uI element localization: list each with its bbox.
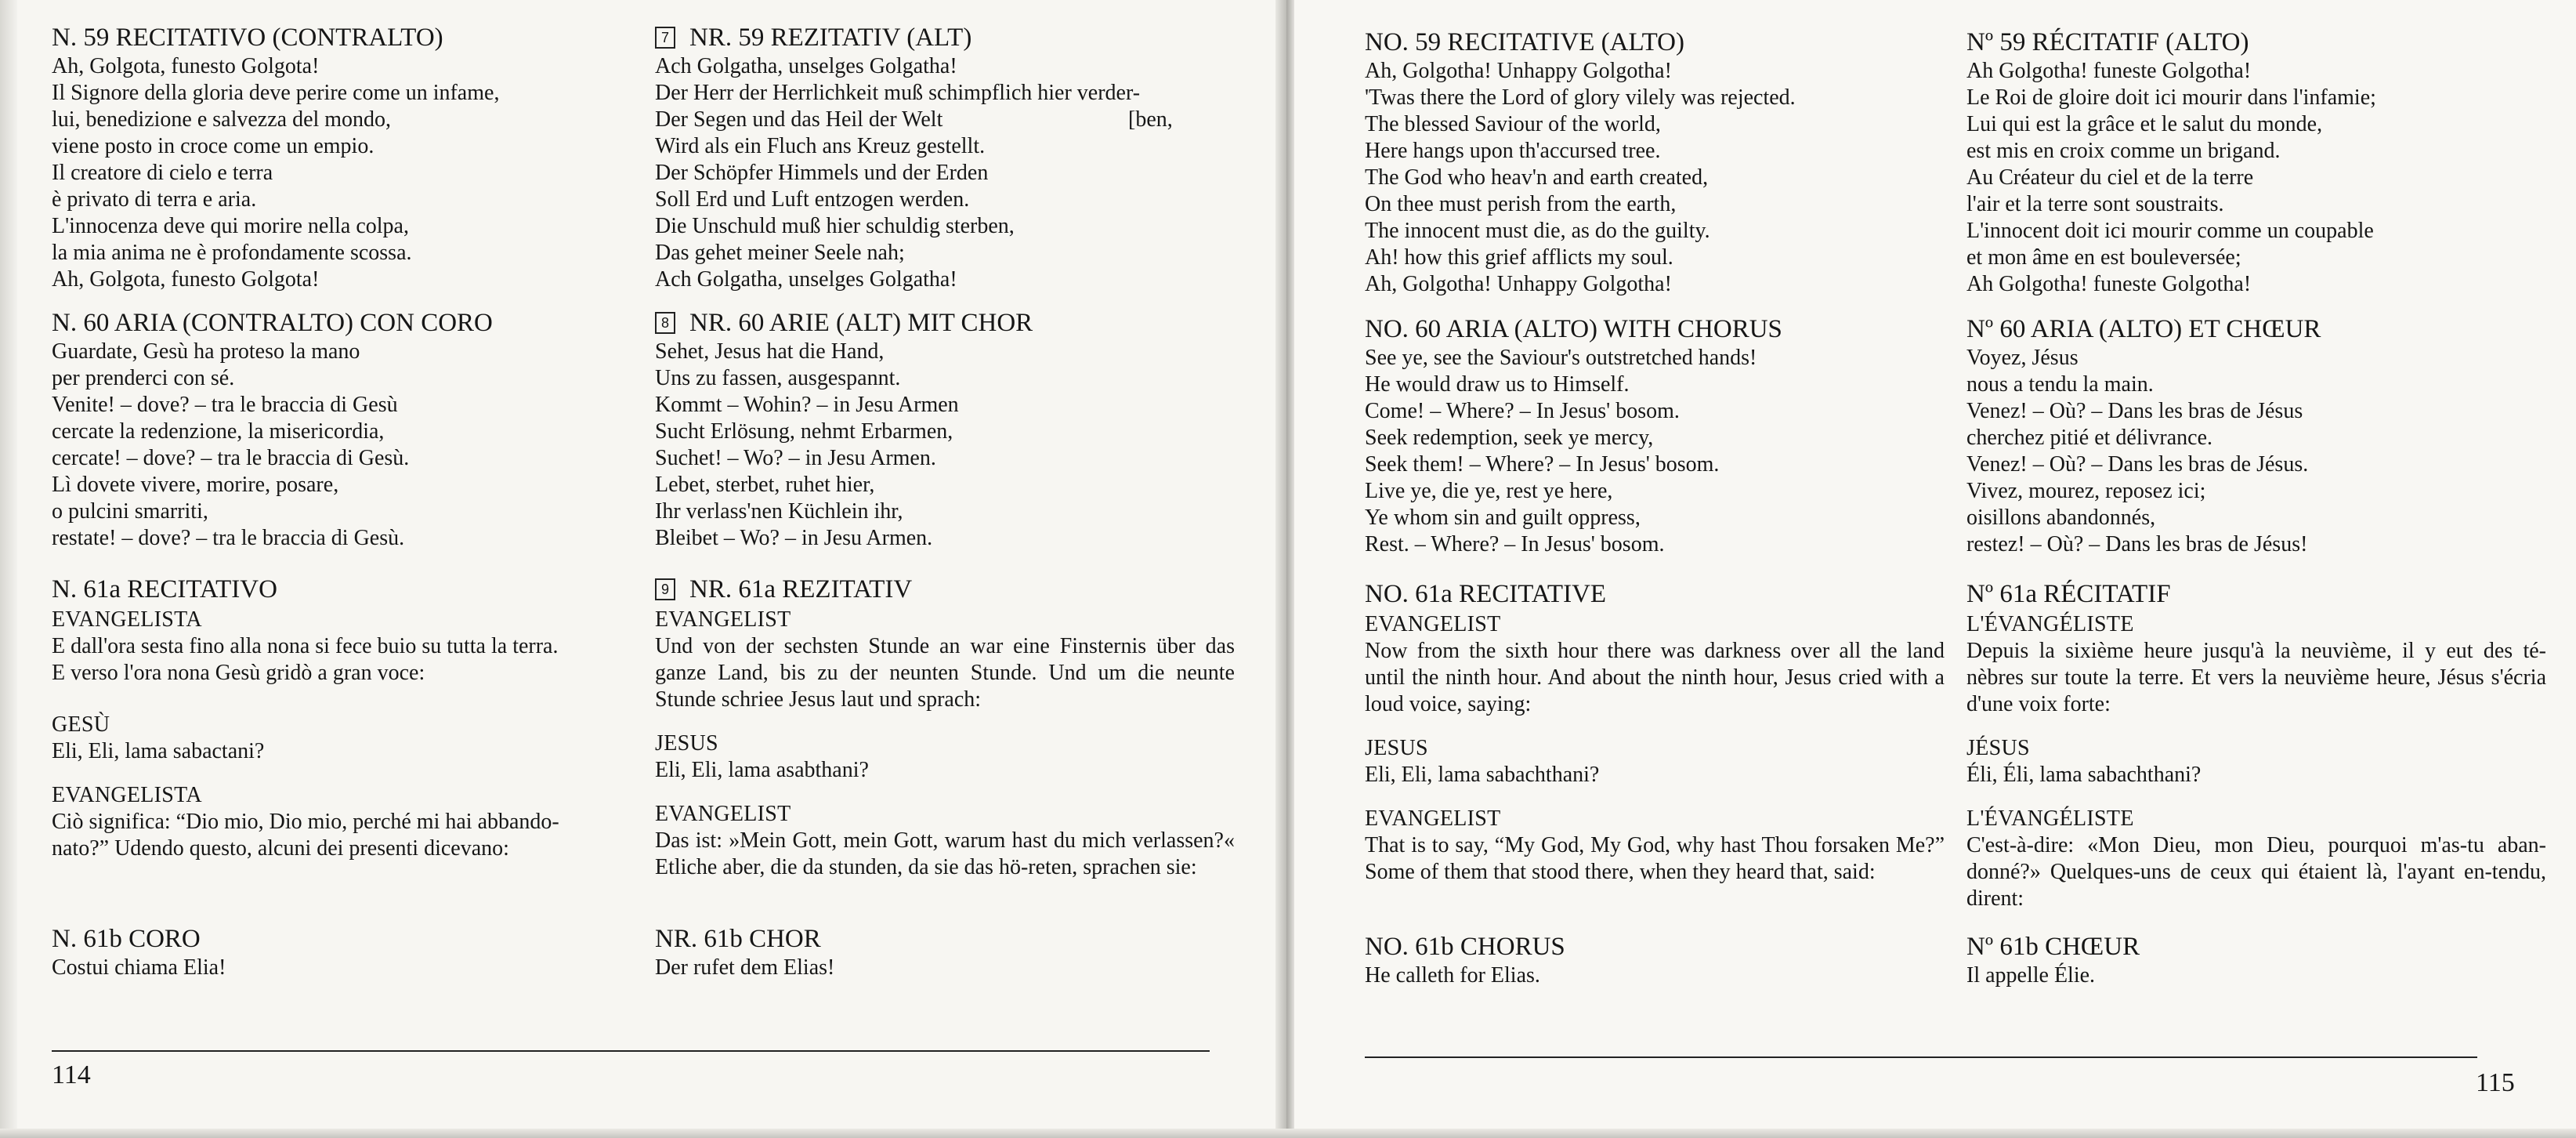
lyric-line: est mis en croix comme un brigand.	[1966, 139, 2281, 163]
text-paragraph: Depuis la sixième heure jusqu'à la neuvième, il y eut des té-nèbres sur toute la terre. Et vers la neuvième heure, Jésus s'écria d'une voix forte:	[1966, 639, 2546, 716]
lyric-line: Il Signore della gloria deve perire come un infame,	[52, 81, 500, 105]
speaker-label: GESÙ	[52, 712, 110, 737]
lyric-line: Voyez, Jésus	[1966, 346, 2079, 370]
lyric-line: Das gehet meiner Seele nah;	[655, 241, 905, 265]
lyric-line: Il creatore di cielo e terra	[52, 161, 273, 185]
lyric-line: Ah Golgotha! funeste Golgotha!	[1966, 59, 2252, 83]
footer-rule	[1365, 1056, 2477, 1058]
lyric-line: He would draw us to Himself.	[1365, 372, 1630, 397]
lyric-line: restez! – Où? – Dans les bras de Jésus!	[1966, 532, 2308, 556]
lyric-line: Guardate, Gesù ha proteso la mano	[52, 339, 360, 364]
speaker-label: L'ÉVANGÉLISTE	[1966, 612, 2134, 636]
english-no61a	[1365, 578, 1945, 886]
section-heading: N. 59 RECITATIVO (CONTRALTO)	[52, 24, 443, 52]
lyric-line: Lebet, sterbet, ruhet hier,	[655, 473, 875, 497]
section-heading: Nº 61a RÉCITATIF	[1966, 580, 2171, 608]
lyric-line: Kommt – Wohin? – in Jesu Armen	[655, 393, 959, 417]
track-number-box: 8	[655, 312, 675, 334]
lyric-line: L'innocenza deve qui morire nella colpa,	[52, 214, 409, 238]
spine-shadow	[1286, 0, 1294, 1138]
lyric-line: è privato di terra e aria.	[52, 187, 257, 212]
text-line: E verso l'ora nona Gesù gridò a gran voce:	[52, 661, 425, 685]
lyric-line: On thee must perish from the earth,	[1365, 192, 1677, 216]
text-paragraph: Now from the sixth hour there was darkness over all the land until the ninth hour. And about the ninth hour, Jesus cried with a loud voice, saying:	[1365, 639, 1945, 716]
lyric-line: Seek them! – Where? – In Jesus' bosom.	[1365, 452, 1720, 477]
german-no61b	[655, 923, 1235, 981]
left-page	[0, 0, 1275, 1138]
lyric-line: The blessed Saviour of the world,	[1365, 112, 1661, 136]
speaker-label: L'ÉVANGÉLISTE	[1966, 806, 2134, 831]
lyric-line: cercate! – dove? – tra le braccia di Gesù.	[52, 446, 410, 470]
section-heading: NR. 61b CHOR	[655, 925, 821, 953]
text-paragraph: Und von der sechsten Stunde an war eine Finsternis über das ganze Land, bis zu der neunten Stunde. Und um die neunte Stunde schriee Jesus laut und sprach:	[655, 634, 1235, 712]
speaker-label: EVANGELIST	[1365, 612, 1501, 636]
lyric-line: Der Herr der Herrlichkeit muß schimpflich hier verder-	[655, 81, 1141, 105]
speaker-label: EVANGELIST	[1365, 806, 1501, 831]
lyric-line: Ach Golgatha, unselges Golgatha!	[655, 54, 957, 78]
english-no60	[1365, 313, 1945, 558]
right-page	[1294, 0, 2576, 1138]
lyric-line: Ihr verlass'nen Küchlein ihr,	[655, 499, 903, 524]
text-line: Eli, Eli, lama sabachthani?	[1365, 763, 1600, 787]
english-no59	[1365, 27, 1945, 298]
lyric-line: Lui qui est la grâce et le salut du monde,	[1966, 112, 2323, 136]
page-number-left: 114	[52, 1060, 91, 1089]
lyric-line: Vivez, mourez, reposez ici;	[1966, 479, 2206, 503]
page-edge-shadow	[0, 1129, 2576, 1138]
english-no61b	[1365, 931, 1945, 989]
section-heading: Nº 60 ARIA (ALTO) ET CHŒUR	[1966, 315, 2321, 343]
lyric-line: Ah, Golgota, funesto Golgota!	[52, 54, 320, 78]
lyric-line: Sucht Erlösung, nehmt Erbarmen,	[655, 419, 953, 444]
lyric-line: Der rufet dem Elias!	[655, 955, 835, 980]
lyric-line: Le Roi de gloire doit ici mourir dans l'infamie;	[1966, 85, 2376, 110]
lyric-line: Wird als ein Fluch ans Kreuz gestellt.	[655, 134, 986, 158]
text-line: Ciò significa: “Dio mio, Dio mio, perché mi hai abbando-	[52, 810, 559, 834]
track-number-box: 9	[655, 578, 675, 600]
speaker-label: JESUS	[1365, 736, 1428, 760]
section-heading-text: NR. 59 REZITATIV (ALT)	[689, 24, 972, 52]
section-heading	[655, 22, 1235, 53]
lyric-line: Ah, Golgota, funesto Golgota!	[52, 267, 320, 292]
german-no60	[655, 307, 1235, 552]
lyric-line: Il appelle Élie.	[1966, 963, 2096, 988]
text-paragraph: That is to say, “My God, My God, why hast Thou forsaken Me?” Some of them that stood there, when they heard that, said:	[1365, 833, 1945, 884]
page-edge-shadow	[0, 0, 17, 1138]
lyric-line: la mia anima ne è profondamente scossa.	[52, 241, 412, 265]
lyric-line: Ye whom sin and guilt oppress,	[1365, 506, 1641, 530]
lyric-line: Here hangs upon th'accursed tree.	[1365, 139, 1661, 163]
speaker-label: EVANGELIST	[655, 607, 791, 632]
speaker-label: JÉSUS	[1966, 736, 2030, 760]
italian-no61b	[52, 923, 631, 981]
lyric-line: 'Twas there the Lord of glory vilely was rejected.	[1365, 85, 1796, 110]
section-heading-text: NR. 60 ARIE (ALT) MIT CHOR	[689, 309, 1033, 337]
section-heading: NO. 61a RECITATIVE	[1365, 580, 1607, 608]
lyric-line: Soll Erd und Luft entzogen werden.	[655, 187, 970, 212]
lyric-line: restate! – dove? – tra le braccia di Gesù.	[52, 526, 405, 550]
line-overflow: [ben,	[1128, 107, 1173, 132]
lyric-line: L'innocent doit ici mourir comme un coupable	[1966, 219, 2374, 243]
german-no59	[655, 22, 1235, 293]
lyric-line: Rest. – Where? – In Jesus' bosom.	[1365, 532, 1665, 556]
speaker-label: EVANGELIST	[655, 802, 791, 826]
lyric-line: Ah, Golgotha! Unhappy Golgotha!	[1365, 272, 1672, 296]
lyric-line: Venez! – Où? – Dans les bras de Jésus.	[1966, 452, 2309, 477]
section-heading: Nº 61b CHŒUR	[1966, 933, 2140, 961]
lyric-line: Au Créateur du ciel et de la terre	[1966, 165, 2254, 190]
lyric-line: l'air et la terre sont soustraits.	[1966, 192, 2224, 216]
lyric-line: cercate la redenzione, la misericordia,	[52, 419, 385, 444]
lyric-line: See ye, see the Saviour's outstretched hands!	[1365, 346, 1757, 370]
lyric-line: Venite! – dove? – tra le braccia di Gesù	[52, 393, 398, 417]
lyric-line: The innocent must die, as do the guilty.	[1365, 219, 1710, 243]
french-no61a	[1966, 578, 2546, 912]
text-line: Éli, Éli, lama sabachthani?	[1966, 763, 2202, 787]
speaker-label: EVANGELISTA	[52, 607, 202, 632]
lyric-line: viene posto in croce come un empio.	[52, 134, 374, 158]
french-no61b	[1966, 931, 2546, 989]
text-line: E dall'ora sesta fino alla nona si fece buio su tutta la terra.	[52, 634, 559, 658]
french-no60	[1966, 313, 2546, 558]
lyric-line: oisillons abandonnés,	[1966, 506, 2156, 530]
lyric-line: et mon âme en est bouleversée;	[1966, 245, 2241, 270]
track-number-box: 7	[655, 27, 675, 49]
spine-shadow	[1275, 0, 1286, 1138]
text-line: Eli, Eli, lama asabthani?	[655, 758, 869, 782]
lyric-line: o pulcini smarriti,	[52, 499, 208, 524]
page-number-right: 115	[2476, 1068, 2515, 1097]
lyric-line: Venez! – Où? – Dans les bras de Jésus	[1966, 399, 2303, 423]
lyric-line: Bleibet – Wo? – in Jesu Armen.	[655, 526, 933, 550]
french-no59	[1966, 27, 2546, 298]
speaker-label: JESUS	[655, 731, 718, 756]
lyric-line: nous a tendu la main.	[1966, 372, 2154, 397]
german-no61a	[655, 574, 1235, 881]
lyric-line-with-overflow	[655, 107, 1235, 133]
footer-rule	[52, 1050, 1210, 1052]
lyric-line: per prenderci con sé.	[52, 366, 235, 390]
section-heading: N. 61b CORO	[52, 925, 201, 953]
lyric-line: Der Schöpfer Himmels und der Erden	[655, 161, 989, 185]
italian-no60	[52, 307, 631, 552]
lyric-line: The God who heav'n and earth created,	[1365, 165, 1709, 190]
lyric-line: lui, benedizione e salvezza del mondo,	[52, 107, 392, 132]
lyric-line: He calleth for Elias.	[1365, 963, 1540, 988]
section-heading: Nº 59 RÉCITATIF (ALTO)	[1966, 28, 2249, 56]
text-line: nato?” Udendo questo, alcuni dei presenti dicevano:	[52, 836, 509, 861]
lyric-line: Live ye, die ye, rest ye here,	[1365, 479, 1613, 503]
lyric-line: Ach Golgatha, unselges Golgatha!	[655, 267, 957, 292]
section-heading: N. 61a RECITATIVO	[52, 575, 277, 603]
text-paragraph: Das ist: »Mein Gott, mein Gott, warum hast du mich verlassen?« Etliche aber, die da stunden, da sie das hö-reten, sprachen sie:	[655, 828, 1235, 879]
section-heading: N. 60 ARIA (CONTRALTO) CON CORO	[52, 309, 493, 337]
lyric-line: Der Segen und das Heil der Welt	[655, 107, 943, 132]
lyric-line: Sehet, Jesus hat die Hand,	[655, 339, 885, 364]
lyric-line: Costui chiama Elia!	[52, 955, 226, 980]
lyric-line: Come! – Where? – In Jesus' bosom.	[1365, 399, 1680, 423]
lyric-line: Ah, Golgotha! Unhappy Golgotha!	[1365, 59, 1672, 83]
lyric-line: Seek redemption, seek ye mercy,	[1365, 426, 1654, 450]
italian-no61a	[52, 574, 631, 862]
lyric-line: Uns zu fassen, ausgespannt.	[655, 366, 901, 390]
lyric-line: cherchez pitié et délivrance.	[1966, 426, 2213, 450]
section-heading	[655, 307, 1235, 339]
section-heading	[655, 574, 1235, 605]
section-heading-text: NR. 61a REZITATIV	[689, 575, 913, 603]
text-line: Eli, Eli, lama sabactani?	[52, 739, 265, 763]
text-paragraph: C'est-à-dire: «Mon Dieu, mon Dieu, pourquoi m'as-tu aban-donné?» Quelques-uns de ceux qui étaient là, l'ayant en-tendu, dirent:	[1966, 833, 2546, 911]
lyric-line: Die Unschuld muß hier schuldig sterben,	[655, 214, 1015, 238]
section-heading: NO. 59 RECITATIVE (ALTO)	[1365, 28, 1684, 56]
section-heading: NO. 61b CHORUS	[1365, 933, 1565, 961]
italian-no59	[52, 22, 631, 293]
lyric-line: Suchet! – Wo? – in Jesu Armen.	[655, 446, 936, 470]
lyric-line: Ah! how this grief afflicts my soul.	[1365, 245, 1673, 270]
lyric-line: Ah Golgotha! funeste Golgotha!	[1966, 272, 2252, 296]
speaker-label: EVANGELISTA	[52, 783, 202, 807]
section-heading: NO. 60 ARIA (ALTO) WITH CHORUS	[1365, 315, 1782, 343]
lyric-line: Lì dovete vivere, morire, posare,	[52, 473, 339, 497]
